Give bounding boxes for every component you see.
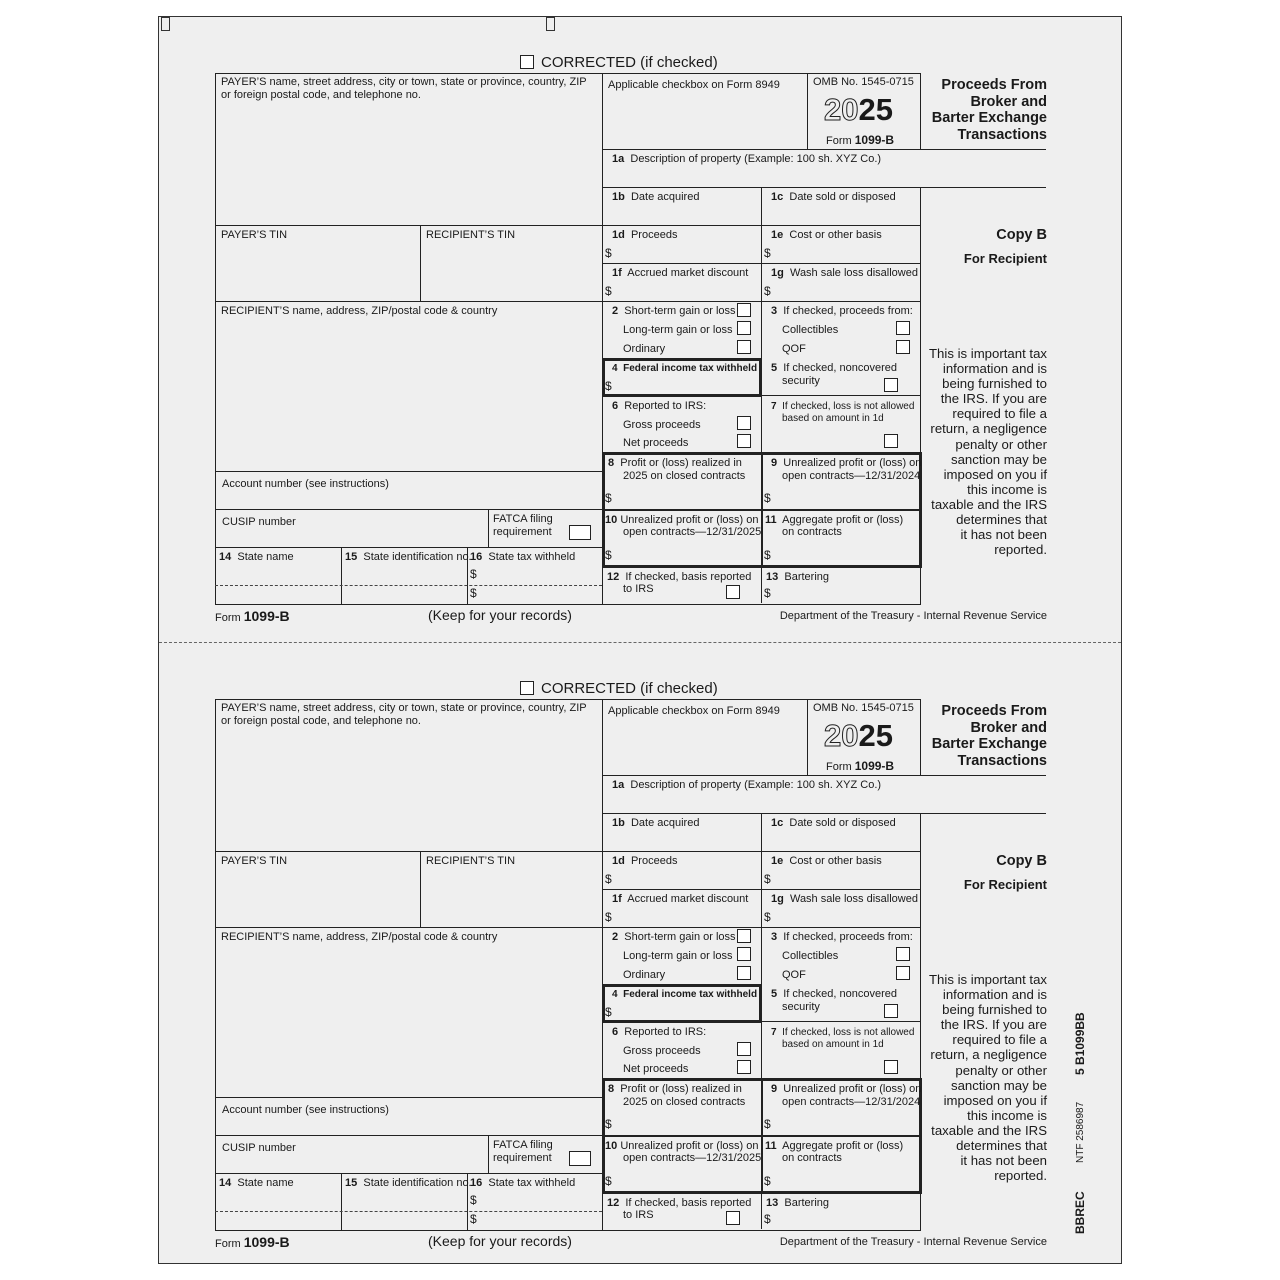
box-6-label: 6 Reported to IRS: — [612, 400, 707, 412]
box-1f-label: 1f Accrued market discount — [612, 893, 749, 905]
omb-number: OMB No. 1545-0715 — [813, 76, 914, 88]
box-9-label: 9 Unrealized profit or (loss) on — [771, 1083, 922, 1095]
dollar-sign: $ — [764, 548, 771, 562]
box-7-label: based on amount in 1d — [782, 413, 884, 424]
box-7-label: based on amount in 1d — [782, 1039, 884, 1050]
gross-proceeds-label: Gross proceeds — [623, 419, 701, 431]
corrected-label: CORRECTED (if checked) — [541, 680, 718, 697]
fatca-label: FATCA filing — [493, 1139, 553, 1151]
box-8-label: 2025 on closed contracts — [623, 470, 746, 482]
dollar-sign: $ — [605, 910, 612, 924]
net-proceeds-checkbox[interactable] — [737, 434, 751, 448]
box-15-label: 15 State identification no. — [345, 1177, 472, 1189]
box-1g-label: 1g Wash sale loss disallowed — [771, 893, 918, 905]
payer-name-label: PAYER’S name, street address, city or town, state or province, country, ZIP — [221, 76, 587, 88]
dollar-sign: $ — [764, 284, 771, 298]
box-11-label: on contracts — [782, 1152, 842, 1164]
cusip-label: CUSIP number — [222, 1142, 296, 1154]
box-12-label: to IRS — [623, 583, 654, 595]
box-1e-label: 1e Cost or other basis — [771, 855, 882, 867]
corrected-checkbox[interactable] — [520, 55, 534, 69]
box-16-label: 16 State tax withheld — [470, 1177, 576, 1189]
ordinary-label: Ordinary — [623, 969, 666, 981]
dollar-sign: $ — [470, 567, 477, 581]
qof-label: QOF — [782, 969, 806, 981]
box-1a-label: 1a Description of property (Example: 100 sh. XYZ Co.) — [612, 153, 882, 165]
box-1a-label: 1a Description of property (Example: 100 sh. XYZ Co.) — [612, 779, 882, 791]
dollar-sign: $ — [605, 246, 612, 260]
box-8-label: 8 Profit or (loss) realized in — [608, 457, 742, 469]
basis-reported-checkbox[interactable] — [726, 1211, 740, 1225]
dollar-sign: $ — [764, 872, 771, 886]
fatca-label: requirement — [493, 1152, 552, 1164]
box-1b-label: 1b Date acquired — [612, 191, 700, 203]
omb-number: OMB No. 1545-0715 — [813, 702, 914, 714]
box-4-label: 4 Federal income tax withheld — [612, 363, 758, 374]
account-number-label: Account number (see instructions) — [222, 1104, 389, 1116]
department-footer: Department of the Treasury - Internal Revenue Service — [779, 610, 1047, 622]
box-4-label: 4 Federal income tax withheld — [612, 989, 758, 1000]
ordinary-label: Ordinary — [623, 343, 666, 355]
dollar-sign: $ — [605, 1005, 612, 1019]
net-proceeds-label: Net proceeds — [623, 1063, 689, 1075]
applicable-checkbox-label: Applicable checkbox on Form 8949 — [608, 79, 780, 91]
box-14-label: 14 State name — [219, 551, 294, 563]
form-code: 5 B1099BB — [1073, 1012, 1087, 1075]
form-id: Form 1099-B — [826, 759, 895, 773]
collectibles-label: Collectibles — [782, 950, 839, 962]
box-12-label: 12 If checked, basis reported — [607, 1197, 752, 1209]
box-1c-label: 1c Date sold or disposed — [771, 191, 896, 203]
dollar-sign: $ — [764, 910, 771, 924]
notice-text: This is important tax information and is being furnished to the IRS. If you are required to file a return, a negligence penalty or other sanction may be imposed on you if this income is taxable and the IRS determines that it has not been reported. — [929, 346, 1047, 558]
box-1d-label: 1d Proceeds — [612, 229, 678, 241]
payer-tin-label: PAYER’S TIN — [221, 855, 288, 867]
dollar-sign: $ — [605, 872, 612, 886]
applicable-checkbox-label: Applicable checkbox on Form 8949 — [608, 705, 780, 717]
form-title: Proceeds From Broker and Barter Exchange Transactions — [931, 703, 1047, 769]
dollar-sign: $ — [764, 1174, 771, 1188]
collectibles-label: Collectibles — [782, 324, 839, 336]
box-12-label: to IRS — [623, 1209, 654, 1221]
loss-not-allowed-checkbox[interactable] — [884, 1060, 898, 1074]
box-1f-label: 1f Accrued market discount — [612, 267, 749, 279]
box-2-label: 2 Short-term gain or loss — [612, 931, 736, 943]
recipient-name-label: RECIPIENT’S name, address, ZIP/postal code & country — [221, 305, 498, 317]
corrected-checkbox[interactable] — [520, 681, 534, 695]
dollar-sign: $ — [605, 1117, 612, 1131]
recipient-name-label: RECIPIENT’S name, address, ZIP/postal code & country — [221, 931, 498, 943]
box-3-label: 3 If checked, proceeds from: — [771, 931, 913, 943]
dollar-sign: $ — [764, 1212, 771, 1226]
fatca-checkbox[interactable] — [569, 525, 591, 540]
dollar-sign: $ — [764, 586, 771, 600]
form-footer-id: Form 1099-B — [215, 1234, 290, 1250]
box-2-label: 2 Short-term gain or loss — [612, 305, 736, 317]
box-11-label: 11 Aggregate profit or (loss) — [765, 514, 904, 526]
qof-label: QOF — [782, 343, 806, 355]
box-5-label: security — [782, 1001, 820, 1013]
tax-year: 2025 — [824, 718, 893, 753]
box-5-label: security — [782, 375, 820, 387]
fatca-label: requirement — [493, 526, 552, 538]
box-7-label: 7 If checked, loss is not allowed — [771, 1027, 915, 1038]
payer-tin-label: PAYER’S TIN — [221, 229, 288, 241]
dollar-sign: $ — [764, 491, 771, 505]
recipient-tin-label: RECIPIENT’S TIN — [426, 855, 516, 867]
for-recipient-heading: For Recipient — [963, 877, 1047, 892]
ordinary-checkbox[interactable] — [737, 340, 751, 354]
long-term-checkbox[interactable] — [737, 321, 751, 335]
gross-proceeds-label: Gross proceeds — [623, 1045, 701, 1057]
department-footer: Department of the Treasury - Internal Revenue Service — [779, 1236, 1047, 1248]
dollar-sign: $ — [470, 1193, 477, 1207]
form-title: Proceeds From Broker and Barter Exchange Transactions — [931, 77, 1047, 143]
payer-name-label: or foreign postal code, and telephone no. — [221, 715, 421, 727]
dollar-sign: $ — [605, 379, 612, 393]
box-1d-label: 1d Proceeds — [612, 855, 678, 867]
form-id: Form 1099-B — [826, 133, 895, 147]
registration-mark — [161, 17, 170, 31]
form-code: BBREC — [1073, 1191, 1087, 1234]
box-12-label: 12 If checked, basis reported — [607, 571, 752, 583]
form-code: NTF 2586987 — [1075, 1101, 1086, 1163]
box-14-label: 14 State name — [219, 1177, 294, 1189]
noncovered-checkbox[interactable] — [884, 378, 898, 392]
box-7-label: 7 If checked, loss is not allowed — [771, 401, 915, 412]
box-11-label: 11 Aggregate profit or (loss) — [765, 1140, 904, 1152]
long-term-label: Long-term gain or loss — [623, 950, 733, 962]
box-11-label: on contracts — [782, 526, 842, 538]
copy-b-heading: Copy B — [996, 227, 1047, 243]
copy-b-bottom — [215, 679, 1047, 1279]
box-1c-label: 1c Date sold or disposed — [771, 817, 896, 829]
box-10-label: open contracts—12/31/2025 — [623, 1152, 762, 1164]
fatca-label: FATCA filing — [493, 513, 553, 525]
net-proceeds-checkbox[interactable] — [737, 1060, 751, 1074]
basis-reported-checkbox[interactable] — [726, 585, 740, 599]
copy-b-heading: Copy B — [996, 853, 1047, 869]
box-9-label: open contracts—12/31/2024 — [782, 470, 921, 482]
box-10-label: open contracts—12/31/2025 — [623, 526, 762, 538]
box-16-label: 16 State tax withheld — [470, 551, 576, 563]
cusip-label: CUSIP number — [222, 516, 296, 528]
short-term-checkbox[interactable] — [737, 929, 751, 943]
box-8-label: 8 Profit or (loss) realized in — [608, 1083, 742, 1095]
box-3-label: 3 If checked, proceeds from: — [771, 305, 913, 317]
dollar-sign: $ — [764, 1117, 771, 1131]
box-5-label: 5 If checked, noncovered — [771, 988, 897, 1000]
box-1b-label: 1b Date acquired — [612, 817, 700, 829]
registration-mark — [546, 17, 555, 31]
box-13-label: 13 Bartering — [766, 1197, 830, 1209]
box-9-label: open contracts—12/31/2024 — [782, 1096, 921, 1108]
dollar-sign: $ — [605, 284, 612, 298]
dollar-sign: $ — [764, 246, 771, 260]
account-number-label: Account number (see instructions) — [222, 478, 389, 490]
notice-text: This is important tax information and is being furnished to the IRS. If you are required to file a return, a negligence penalty or other sanction may be imposed on you if this income is taxable and the IRS determines that it has not been reported. — [929, 972, 1047, 1184]
dollar-sign: $ — [605, 1174, 612, 1188]
dollar-sign: $ — [470, 586, 477, 600]
box-8-label: 2025 on closed contracts — [623, 1096, 746, 1108]
recipient-tin-label: RECIPIENT’S TIN — [426, 229, 516, 241]
payer-name-label: or foreign postal code, and telephone no. — [221, 89, 421, 101]
dollar-sign: $ — [470, 1212, 477, 1226]
qof-checkbox[interactable] — [896, 340, 910, 354]
box-10-label: 10 Unrealized profit or (loss) on — [605, 514, 759, 526]
box-1g-label: 1g Wash sale loss disallowed — [771, 267, 918, 279]
ordinary-checkbox[interactable] — [737, 966, 751, 980]
corrected-label: CORRECTED (if checked) — [541, 54, 718, 71]
box-6-label: 6 Reported to IRS: — [612, 1026, 707, 1038]
long-term-label: Long-term gain or loss — [623, 324, 733, 336]
payer-name-label: PAYER’S name, street address, city or town, state or province, country, ZIP — [221, 702, 587, 714]
net-proceeds-label: Net proceeds — [623, 437, 689, 449]
tax-year: 2025 — [824, 92, 893, 127]
keep-for-records: (Keep for your records) — [428, 1233, 572, 1249]
box-9-label: 9 Unrealized profit or (loss) on — [771, 457, 922, 469]
box-10-label: 10 Unrealized profit or (loss) on — [605, 1140, 759, 1152]
short-term-checkbox[interactable] — [737, 303, 751, 317]
box-1e-label: 1e Cost or other basis — [771, 229, 882, 241]
dollar-sign: $ — [605, 491, 612, 505]
qof-checkbox[interactable] — [896, 966, 910, 980]
collectibles-checkbox[interactable] — [896, 947, 910, 961]
collectibles-checkbox[interactable] — [896, 321, 910, 335]
noncovered-checkbox[interactable] — [884, 1004, 898, 1018]
box-15-label: 15 State identification no. — [345, 551, 472, 563]
loss-not-allowed-checkbox[interactable] — [884, 434, 898, 448]
long-term-checkbox[interactable] — [737, 947, 751, 961]
box-13-label: 13 Bartering — [766, 571, 830, 583]
dollar-sign: $ — [605, 548, 612, 562]
form-footer-id: Form 1099-B — [215, 608, 290, 624]
box-5-label: 5 If checked, noncovered — [771, 362, 897, 374]
fatca-checkbox[interactable] — [569, 1151, 591, 1166]
gross-proceeds-checkbox[interactable] — [737, 416, 751, 430]
keep-for-records: (Keep for your records) — [428, 607, 572, 623]
form-sheet — [158, 16, 1122, 1264]
gross-proceeds-checkbox[interactable] — [737, 1042, 751, 1056]
for-recipient-heading: For Recipient — [963, 251, 1047, 266]
copy-b-top — [215, 53, 1047, 653]
